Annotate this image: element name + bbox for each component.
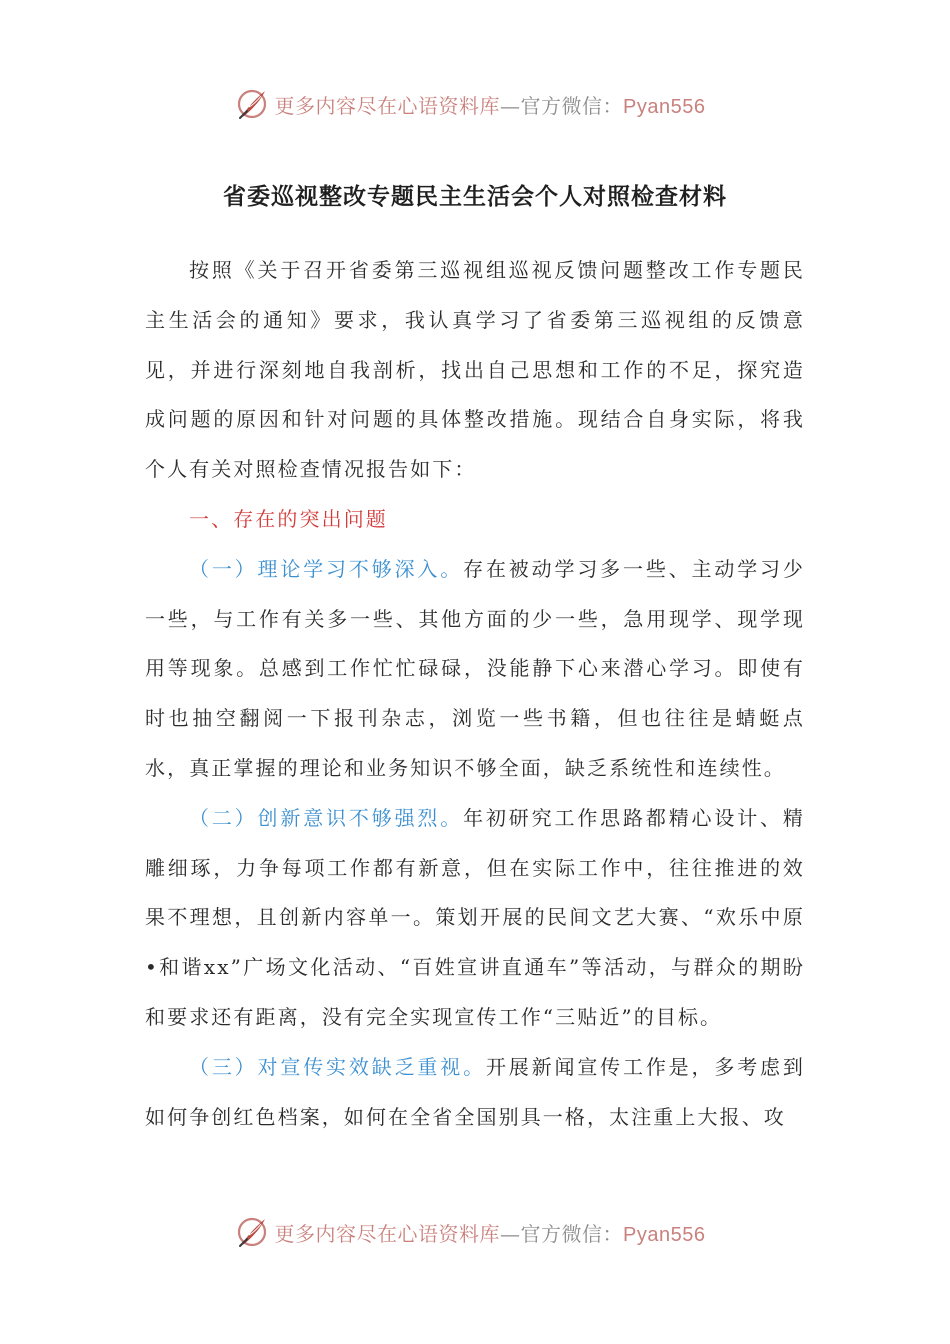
section-heading: 一、存在的突出问题 (189, 506, 388, 531)
document-title: 省委巡视整改专题民主生活会个人对照检查材料 (223, 183, 727, 210)
issue-body-1: 存在被动学习多一些、主动学习少一些，与工作有关多一些、其他方面的少一些，急用现学、现学现用等现象。总感到工作忙忙碌碌，没能静下心来潜心学习。即使有时也抽空翻阅一下报刊杂志，浏览一些书籍，但也往往是蜻蜓点水，真正掌握的理论和业务知识不够全面，缺乏系统性和连续性。 (145, 556, 805, 780)
document-body (145, 246, 805, 1142)
quill-logo-icon (235, 1215, 269, 1249)
banner-main-text: 更多内容尽在心语资料库 (274, 93, 501, 118)
issue-label-1: （一）理论学习不够深入。 (189, 556, 464, 581)
intro-paragraph: 按照《关于召开省委第三巡视组巡视反馈问题整改工作专题民主生活会的通知》要求，我认真学习了省委第三巡视组的反馈意见，并进行深刻地自我剖析，找出自己思想和工作的不足，探究造成问题的原因和针对问题的具体整改措施。现结合自身实际，将我个人有关对照检查情况报告如下： (145, 258, 805, 482)
footer-banner-text (275, 1218, 706, 1247)
quill-logo-icon (235, 87, 269, 121)
footer-banner-wechat-id: Pyan556 (623, 1223, 706, 1246)
issue-body-2: 年初研究工作思路都精心设计、精雕细琢，力争每项工作都有新意，但在实际工作中，往往推进的效果不理想，且创新内容单一。策划开展的民间文艺大赛、“欢乐中原•和谐xx”广场文化活动、“百姓宣讲直通车”等活动，与群众的期盼和要求还有距离，没有完全实现宣传工作“三贴近”的目标。 (145, 805, 805, 1029)
banner-dash: — (500, 93, 521, 118)
header-banner-content (235, 87, 706, 121)
banner-wechat-label: 官方微信： (520, 93, 624, 118)
footer-banner-dash: — (500, 1221, 521, 1246)
footer-banner-main-text: 更多内容尽在心语资料库 (274, 1221, 501, 1246)
header-banner (0, 84, 950, 124)
footer-banner-content (235, 1215, 706, 1249)
banner-wechat-id: Pyan556 (623, 95, 706, 118)
banner-text (275, 90, 706, 119)
footer-banner-wechat-label: 官方微信： (520, 1221, 624, 1246)
issue-label-2: （二）创新意识不够强烈。 (189, 805, 464, 830)
issue-paragraph-3 (145, 1043, 805, 1143)
issue-label-3: （三）对宣传实效缺乏重视。 (189, 1054, 486, 1079)
issue-paragraph-2 (145, 794, 805, 1043)
footer-banner (0, 1212, 950, 1252)
issue-paragraph-1 (145, 545, 805, 794)
issue-body-3: 开展新闻宣传工作是，多考虑到如何争创红色档案，如何在全省全国别具一格，太注重上大报、攻 (145, 1054, 805, 1129)
